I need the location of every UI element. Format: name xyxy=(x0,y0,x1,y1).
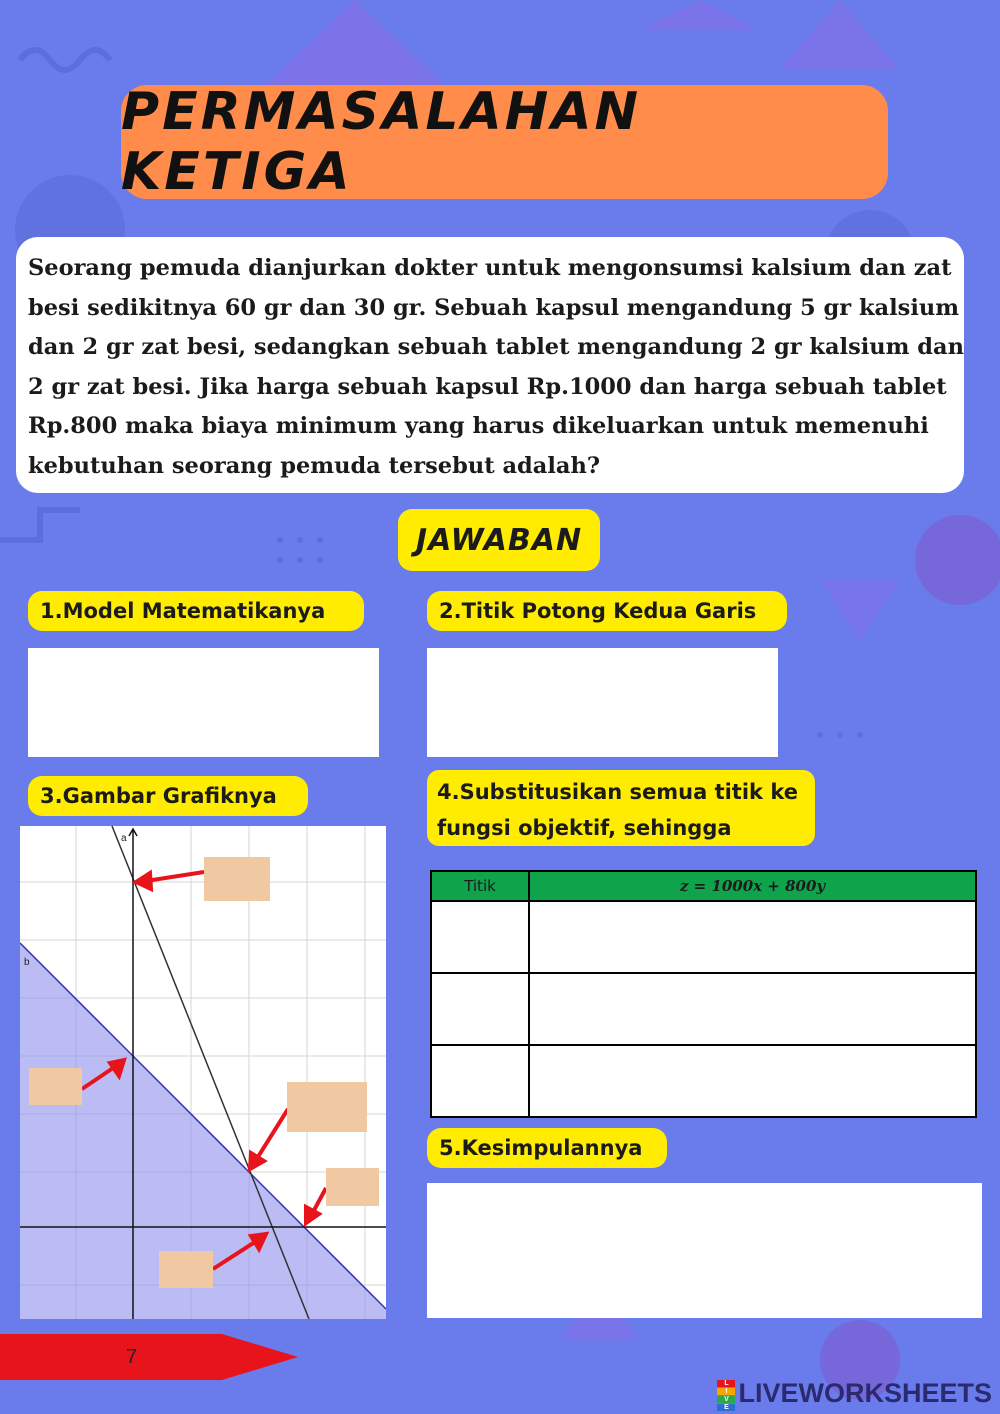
table-cell[interactable] xyxy=(431,973,529,1045)
line-b-label: b xyxy=(24,957,30,968)
step-5-answer-box[interactable] xyxy=(427,1183,982,1318)
step-2-label: 2.Titik Potong Kedua Garis xyxy=(427,591,787,631)
table-cell[interactable] xyxy=(529,901,976,973)
table-row xyxy=(431,1045,976,1117)
table-cell[interactable] xyxy=(431,901,529,973)
brand-watermark xyxy=(717,1378,992,1409)
objective-table xyxy=(430,870,977,1118)
step-3-label: 3.Gambar Grafiknya xyxy=(28,776,308,816)
graph xyxy=(20,826,386,1319)
answer-slot-left[interactable] xyxy=(29,1068,82,1105)
step-4-label: 4.Substitusikan semua titik ke fungsi objektif, sehingga xyxy=(427,770,815,846)
answer-slot-top[interactable] xyxy=(204,857,270,901)
answer-slot-intersection[interactable] xyxy=(287,1082,367,1132)
brand-name: LIVEWORKSHEETS xyxy=(738,1378,992,1408)
table-cell[interactable] xyxy=(529,1045,976,1117)
step-1-label: 1.Model Matematikanya xyxy=(28,591,364,631)
line-a-label: a xyxy=(121,833,127,844)
table-cell[interactable] xyxy=(529,973,976,1045)
liveworksheets-logo-icon: L I V E xyxy=(717,1380,735,1408)
answer-slot-right[interactable] xyxy=(326,1168,379,1206)
table-row xyxy=(431,973,976,1045)
table-row xyxy=(431,901,976,973)
step-2-answer-box[interactable] xyxy=(427,648,778,757)
table-header-titik: Titik xyxy=(431,871,529,901)
answer-heading: JAWABAN xyxy=(398,509,600,571)
table-header-function: z = 1000x + 800y xyxy=(529,871,976,901)
page-number: 7 xyxy=(126,1346,138,1368)
table-cell[interactable] xyxy=(431,1045,529,1117)
step-1-answer-box[interactable] xyxy=(28,648,379,757)
page-number-ribbon xyxy=(0,1334,300,1380)
problem-card xyxy=(16,237,964,493)
problem-statement: Seorang pemuda dianjurkan dokter untuk mengonsumsi kalsium dan zat besi sedikitnya 60 gr dan 30 gr. Sebuah kapsul mengandung 5 gr kalsium dan 2 gr zat besi, sedangkan sebuah tablet mengandung 2 gr kalsium dan 2 gr zat besi. Jika harga sebuah kapsul Rp.1000 dan harga sebuah tablet Rp.800 maka biaya minimum yang harus dikeluarkan untuk memenuhi kebutuhan seorang pemuda tersebut adalah? xyxy=(28,255,964,479)
page-title: PERMASALAHAN KETIGA xyxy=(121,82,642,202)
answer-slot-bottom[interactable] xyxy=(159,1251,213,1288)
title-banner xyxy=(121,82,888,202)
step-5-label: 5.Kesimpulannya xyxy=(427,1128,667,1168)
